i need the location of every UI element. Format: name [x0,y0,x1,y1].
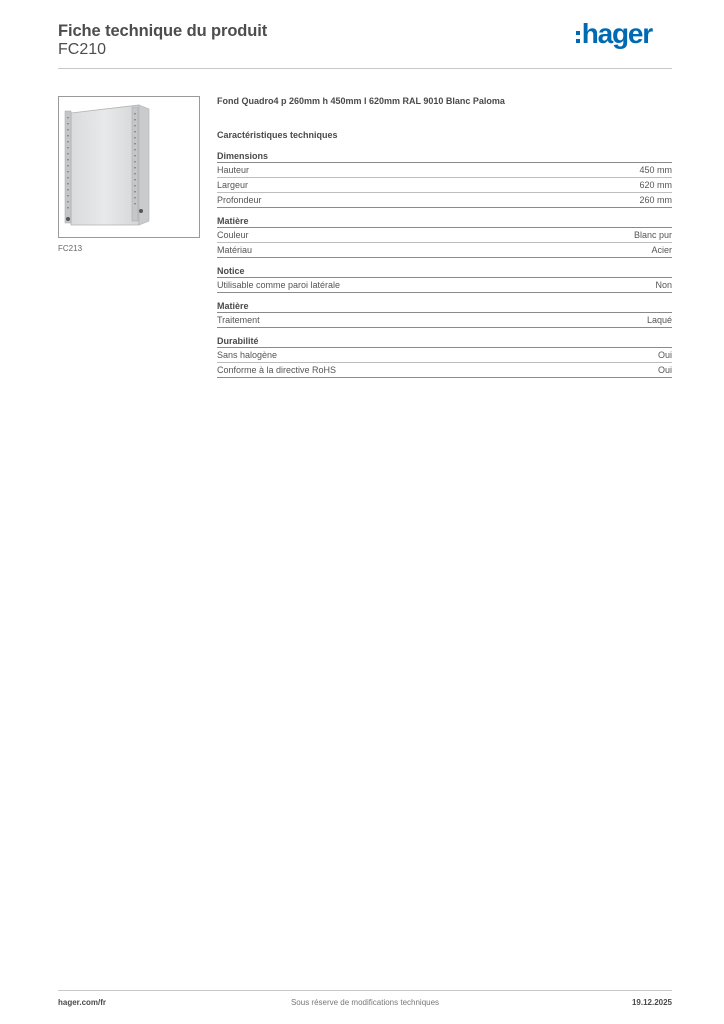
spec-row [217,243,672,258]
spec-value: Laqué [646,315,672,325]
characteristics-sections [217,150,672,378]
page-header [58,20,672,68]
spec-section [217,150,672,208]
spec-label: Hauteur [217,165,250,175]
mounting-plate-illustration [59,97,199,237]
spec-value: Oui [657,365,672,375]
characteristics-heading: Caractéristiques techniques [217,130,338,140]
product-description: Fond Quadro4 p 260mm h 450mm l 620mm RAL 9010 Blanc Paloma [217,96,505,106]
page-footer [58,998,672,1010]
spec-row [217,313,672,328]
spec-row [217,163,672,178]
spec-row [217,228,672,243]
spec-value: Acier [651,245,672,255]
spec-row [217,363,672,378]
spec-label: Traitement [217,315,260,325]
document-title: Fiche technique du produit [58,22,268,40]
spec-label: Sans halogène [217,350,278,360]
spec-label: Matériau [217,245,253,255]
footer-divider [58,990,672,991]
footer-website: hager.com/fr [58,998,107,1007]
logo-dots-icon [576,31,580,43]
spec-label: Couleur [217,230,249,240]
spec-section [217,215,672,258]
logo-text: hager [581,18,652,49]
spec-section-title: Notice [217,265,672,278]
spec-label: Largeur [217,180,249,190]
spec-section-title: Dimensions [217,150,672,163]
spec-section-title: Matière [217,300,672,313]
spec-label: Utilisable comme paroi latérale [217,280,341,290]
spec-value: Oui [657,350,672,360]
spec-section [217,300,672,328]
spec-value: 450 mm [639,165,672,175]
product-details [217,96,672,378]
spec-section-title: Matière [217,215,672,228]
spec-section [217,335,672,378]
spec-label: Profondeur [217,195,262,205]
product-reference: FC210 [58,41,107,58]
spec-value: 260 mm [639,195,672,205]
spec-value: Non [655,280,672,290]
header-divider [58,68,672,69]
spec-row [217,348,672,363]
image-caption: FC213 [58,244,83,253]
spec-value: 620 mm [639,180,672,190]
spec-row [217,278,672,293]
footer-date: 19.12.2025 [631,998,672,1007]
spec-row [217,178,672,193]
spec-section-title: Durabilité [217,335,672,348]
hager-logo [576,20,652,48]
spec-value: Blanc pur [633,230,672,240]
spec-label: Conforme à la directive RoHS [217,365,337,375]
product-image [58,96,200,238]
spec-section [217,265,672,293]
spec-row [217,193,672,208]
footer-disclaimer: Sous réserve de modifications techniques [290,998,440,1007]
